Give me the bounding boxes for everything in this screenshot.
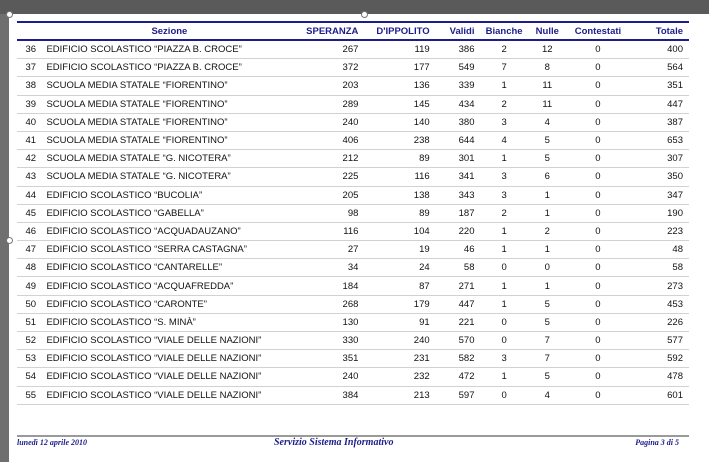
cell-num: 40 — [17, 113, 44, 131]
cell-nulle: 6 — [532, 168, 563, 186]
cell-nulle: 7 — [532, 332, 563, 350]
cell-num: 45 — [17, 204, 44, 222]
cell-bianche: 1 — [477, 222, 532, 240]
cell-bianche: 1 — [477, 150, 532, 168]
cell-speranza: 212 — [294, 150, 360, 168]
cell-sezione: EDIFICIO SCOLASTICO “PIAZZA B. CROCE” — [44, 40, 294, 59]
cell-bianche: 2 — [477, 95, 532, 113]
cell-validi: 386 — [432, 40, 477, 59]
cell-dippolito: 177 — [360, 59, 431, 77]
cell-num: 49 — [17, 277, 44, 295]
cell-dippolito: 24 — [360, 259, 431, 277]
cell-bianche: 0 — [477, 332, 532, 350]
cell-dippolito: 87 — [360, 277, 431, 295]
cell-bianche: 1 — [477, 77, 532, 95]
cell-nulle: 1 — [532, 241, 563, 259]
cell-num: 38 — [17, 77, 44, 95]
cell-validi: 434 — [432, 95, 477, 113]
header-totale: Totale — [633, 22, 689, 40]
cell-speranza: 98 — [294, 204, 360, 222]
cell-validi: 220 — [432, 222, 477, 240]
cell-sezione: EDIFICIO SCOLASTICO “VIALE DELLE NAZIONI” — [44, 386, 294, 404]
table-row — [17, 186, 689, 204]
cell-totale: 592 — [633, 350, 689, 368]
cell-contestati: 0 — [563, 186, 633, 204]
cell-bianche: 1 — [477, 368, 532, 386]
cell-num: 42 — [17, 150, 44, 168]
cell-bianche: 7 — [477, 59, 532, 77]
cell-contestati: 0 — [563, 59, 633, 77]
cell-dippolito: 140 — [360, 113, 431, 131]
cell-bianche: 3 — [477, 113, 532, 131]
cell-dippolito: 136 — [360, 77, 431, 95]
cell-nulle: 5 — [532, 150, 563, 168]
header-nulle: Nulle — [532, 22, 563, 40]
cell-contestati: 0 — [563, 222, 633, 240]
cell-speranza: 203 — [294, 77, 360, 95]
table-row — [17, 277, 689, 295]
cell-validi: 380 — [432, 113, 477, 131]
cell-nulle: 5 — [532, 368, 563, 386]
cell-speranza: 205 — [294, 186, 360, 204]
cell-speranza: 34 — [294, 259, 360, 277]
cell-bianche: 0 — [477, 386, 532, 404]
cell-nulle: 0 — [532, 259, 563, 277]
cell-totale: 351 — [633, 77, 689, 95]
cell-sezione: SCUOLA MEDIA STATALE “G. NICOTERA” — [44, 150, 294, 168]
cell-sezione: EDIFICIO SCOLASTICO “BUCOLIA” — [44, 186, 294, 204]
cell-totale: 601 — [633, 386, 689, 404]
table-row — [17, 295, 689, 313]
cell-dippolito: 89 — [360, 150, 431, 168]
cell-nulle: 11 — [532, 95, 563, 113]
table-row — [17, 259, 689, 277]
cell-totale: 223 — [633, 222, 689, 240]
table-header-row — [17, 22, 689, 40]
cell-validi: 301 — [432, 150, 477, 168]
cell-validi: 58 — [432, 259, 477, 277]
cell-sezione: EDIFICIO SCOLASTICO “VIALE DELLE NAZIONI” — [44, 332, 294, 350]
cell-contestati: 0 — [563, 368, 633, 386]
cell-sezione: EDIFICIO SCOLASTICO “CARONTE” — [44, 295, 294, 313]
cell-dippolito: 232 — [360, 368, 431, 386]
cell-speranza: 225 — [294, 168, 360, 186]
cell-totale: 226 — [633, 313, 689, 331]
cell-num: 51 — [17, 313, 44, 331]
cell-speranza: 268 — [294, 295, 360, 313]
cell-totale: 387 — [633, 113, 689, 131]
cell-bianche: 3 — [477, 350, 532, 368]
header-bianche: Bianche — [477, 22, 532, 40]
cell-bianche: 3 — [477, 168, 532, 186]
cell-totale: 190 — [633, 204, 689, 222]
table-row — [17, 204, 689, 222]
cell-dippolito: 89 — [360, 204, 431, 222]
resize-handle[interactable] — [361, 11, 368, 18]
cell-dippolito: 145 — [360, 95, 431, 113]
table-row — [17, 368, 689, 386]
cell-speranza: 384 — [294, 386, 360, 404]
cell-validi: 341 — [432, 168, 477, 186]
cell-num: 54 — [17, 368, 44, 386]
cell-bianche: 2 — [477, 204, 532, 222]
table-row — [17, 150, 689, 168]
cell-nulle: 7 — [532, 350, 563, 368]
cell-sezione: EDIFICIO SCOLASTICO “ACQUAFREDDA” — [44, 277, 294, 295]
cell-nulle: 4 — [532, 386, 563, 404]
cell-validi: 447 — [432, 295, 477, 313]
cell-dippolito: 240 — [360, 332, 431, 350]
cell-speranza: 372 — [294, 59, 360, 77]
cell-totale: 653 — [633, 131, 689, 149]
cell-speranza: 330 — [294, 332, 360, 350]
table-row — [17, 350, 689, 368]
cell-sezione: EDIFICIO SCOLASTICO “ACQUADAUZANO” — [44, 222, 294, 240]
cell-sezione: EDIFICIO SCOLASTICO “SERRA CASTAGNA” — [44, 241, 294, 259]
cell-bianche: 0 — [477, 259, 532, 277]
cell-speranza: 267 — [294, 40, 360, 59]
cell-dippolito: 213 — [360, 386, 431, 404]
cell-dippolito: 138 — [360, 186, 431, 204]
cell-validi: 644 — [432, 131, 477, 149]
cell-bianche: 2 — [477, 40, 532, 59]
cell-dippolito: 231 — [360, 350, 431, 368]
cell-contestati: 0 — [563, 332, 633, 350]
cell-nulle: 4 — [532, 113, 563, 131]
cell-contestati: 0 — [563, 350, 633, 368]
table-row — [17, 222, 689, 240]
cell-bianche: 0 — [477, 313, 532, 331]
resize-handle[interactable] — [6, 237, 13, 244]
cell-contestati: 0 — [563, 313, 633, 331]
cell-sezione: SCUOLA MEDIA STATALE “FIORENTINO” — [44, 113, 294, 131]
cell-bianche: 4 — [477, 131, 532, 149]
cell-validi: 582 — [432, 350, 477, 368]
cell-contestati: 0 — [563, 204, 633, 222]
cell-sezione: EDIFICIO SCOLASTICO “PIAZZA B. CROCE” — [44, 59, 294, 77]
cell-totale: 307 — [633, 150, 689, 168]
cell-speranza: 184 — [294, 277, 360, 295]
cell-dippolito: 116 — [360, 168, 431, 186]
cell-nulle: 5 — [532, 295, 563, 313]
cell-nulle: 11 — [532, 77, 563, 95]
table-body — [17, 40, 689, 404]
cell-totale: 564 — [633, 59, 689, 77]
cell-num: 55 — [17, 386, 44, 404]
cell-contestati: 0 — [563, 131, 633, 149]
cell-nulle: 5 — [532, 313, 563, 331]
cell-speranza: 406 — [294, 131, 360, 149]
table-row — [17, 113, 689, 131]
cell-sezione: EDIFICIO SCOLASTICO “VIALE DELLE NAZIONI” — [44, 350, 294, 368]
cell-nulle: 8 — [532, 59, 563, 77]
cell-validi: 339 — [432, 77, 477, 95]
header-num — [17, 22, 44, 40]
cell-nulle: 2 — [532, 222, 563, 240]
cell-validi: 271 — [432, 277, 477, 295]
cell-nulle: 1 — [532, 204, 563, 222]
cell-validi: 46 — [432, 241, 477, 259]
cell-num: 52 — [17, 332, 44, 350]
header-sezione: Sezione — [44, 22, 294, 40]
cell-sezione: SCUOLA MEDIA STATALE “G. NICOTERA” — [44, 168, 294, 186]
cell-dippolito: 104 — [360, 222, 431, 240]
table-row — [17, 95, 689, 113]
report-page — [9, 14, 709, 462]
cell-speranza: 289 — [294, 95, 360, 113]
cell-contestati: 0 — [563, 113, 633, 131]
cell-num: 53 — [17, 350, 44, 368]
table-row — [17, 59, 689, 77]
table-row — [17, 131, 689, 149]
cell-num: 37 — [17, 59, 44, 77]
cell-totale: 347 — [633, 186, 689, 204]
cell-num: 46 — [17, 222, 44, 240]
cell-totale: 478 — [633, 368, 689, 386]
cell-speranza: 240 — [294, 113, 360, 131]
cell-nulle: 1 — [532, 186, 563, 204]
cell-totale: 350 — [633, 168, 689, 186]
cell-speranza: 116 — [294, 222, 360, 240]
table-row — [17, 313, 689, 331]
cell-validi: 549 — [432, 59, 477, 77]
cell-num: 50 — [17, 295, 44, 313]
cell-bianche: 3 — [477, 186, 532, 204]
header-contestati: Contestati — [563, 22, 633, 40]
cell-contestati: 0 — [563, 241, 633, 259]
header-dippolito: D'IPPOLITO — [360, 22, 431, 40]
table-row — [17, 77, 689, 95]
cell-totale: 447 — [633, 95, 689, 113]
results-table — [17, 21, 689, 405]
cell-dippolito: 179 — [360, 295, 431, 313]
resize-handle[interactable] — [6, 11, 13, 18]
cell-num: 41 — [17, 131, 44, 149]
cell-totale: 453 — [633, 295, 689, 313]
cell-num: 39 — [17, 95, 44, 113]
cell-bianche: 1 — [477, 277, 532, 295]
cell-totale: 58 — [633, 259, 689, 277]
cell-totale: 577 — [633, 332, 689, 350]
cell-totale: 273 — [633, 277, 689, 295]
cell-validi: 472 — [432, 368, 477, 386]
table-row — [17, 386, 689, 404]
footer-page-number: Pagina 3 di 5 — [635, 438, 679, 447]
cell-dippolito: 19 — [360, 241, 431, 259]
header-validi: Validi — [432, 22, 477, 40]
cell-contestati: 0 — [563, 95, 633, 113]
table-row — [17, 241, 689, 259]
cell-num: 48 — [17, 259, 44, 277]
cell-validi: 187 — [432, 204, 477, 222]
cell-dippolito: 119 — [360, 40, 431, 59]
cell-num: 36 — [17, 40, 44, 59]
cell-speranza: 130 — [294, 313, 360, 331]
footer-date: lunedì 12 aprile 2010 — [17, 438, 88, 447]
cell-validi: 570 — [432, 332, 477, 350]
cell-contestati: 0 — [563, 150, 633, 168]
cell-speranza: 27 — [294, 241, 360, 259]
cell-contestati: 0 — [563, 77, 633, 95]
cell-num: 43 — [17, 168, 44, 186]
cell-sezione: EDIFICIO SCOLASTICO “S. MINÀ” — [44, 313, 294, 331]
cell-totale: 48 — [633, 241, 689, 259]
table-row — [17, 40, 689, 59]
cell-dippolito: 238 — [360, 131, 431, 149]
cell-dippolito: 91 — [360, 313, 431, 331]
cell-sezione: EDIFICIO SCOLASTICO “CANTARELLE” — [44, 259, 294, 277]
cell-contestati: 0 — [563, 277, 633, 295]
cell-num: 44 — [17, 186, 44, 204]
cell-sezione: SCUOLA MEDIA STATALE “FIORENTINO” — [44, 95, 294, 113]
footer-title: Servizio Sistema Informativo — [274, 437, 394, 448]
header-speranza: SPERANZA — [294, 22, 360, 40]
cell-nulle: 1 — [532, 277, 563, 295]
cell-sezione: SCUOLA MEDIA STATALE “FIORENTINO” — [44, 77, 294, 95]
cell-contestati: 0 — [563, 168, 633, 186]
cell-contestati: 0 — [563, 40, 633, 59]
cell-speranza: 351 — [294, 350, 360, 368]
cell-totale: 400 — [633, 40, 689, 59]
cell-bianche: 1 — [477, 295, 532, 313]
cell-contestati: 0 — [563, 386, 633, 404]
cell-nulle: 5 — [532, 131, 563, 149]
cell-sezione: SCUOLA MEDIA STATALE “FIORENTINO” — [44, 131, 294, 149]
table-row — [17, 168, 689, 186]
cell-validi: 221 — [432, 313, 477, 331]
cell-num: 47 — [17, 241, 44, 259]
cell-bianche: 1 — [477, 241, 532, 259]
cell-sezione: EDIFICIO SCOLASTICO “GABELLA” — [44, 204, 294, 222]
cell-speranza: 240 — [294, 368, 360, 386]
cell-contestati: 0 — [563, 295, 633, 313]
cell-validi: 343 — [432, 186, 477, 204]
viewer-top-bar — [0, 0, 709, 14]
cell-sezione: EDIFICIO SCOLASTICO “VIALE DELLE NAZIONI” — [44, 368, 294, 386]
cell-nulle: 12 — [532, 40, 563, 59]
cell-contestati: 0 — [563, 259, 633, 277]
table-row — [17, 332, 689, 350]
cell-validi: 597 — [432, 386, 477, 404]
